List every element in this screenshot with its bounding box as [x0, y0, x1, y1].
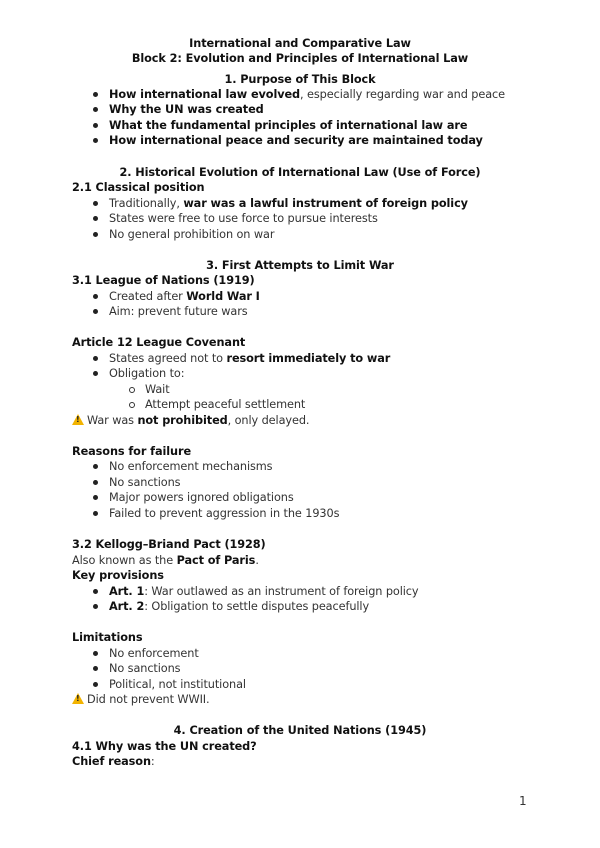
- bullet-icon: [93, 123, 98, 128]
- list-item: Why the UN was created: [0, 102, 600, 118]
- bullet-icon: [93, 216, 98, 221]
- warning-note: !Did not prevent WWII.: [0, 692, 600, 708]
- bullet-icon: [93, 666, 98, 671]
- warning-icon: [72, 693, 84, 704]
- kellogg-heading: 3.2 Kellogg–Briand Pact (1928): [72, 538, 266, 551]
- bullet-icon: [93, 682, 98, 687]
- list-item: No enforcement: [0, 646, 600, 662]
- section3-heading: 3. First Attempts to Limit War: [206, 259, 394, 272]
- section1-heading: 1. Purpose of This Block: [224, 73, 376, 86]
- block-title: Block 2: Evolution and Principles of International Law: [131, 52, 469, 65]
- list-item: What the fundamental principles of international law are: [0, 118, 600, 134]
- list-item: Political, not institutional: [0, 677, 600, 693]
- bullet-icon: [93, 356, 98, 361]
- list-item: Aim: prevent future wars: [0, 304, 600, 320]
- bullet-icon: [93, 232, 98, 237]
- bullet-icon: [93, 201, 98, 206]
- bullet-icon: [93, 371, 98, 376]
- bullet-icon: [93, 107, 98, 112]
- list-item: How international peace and security are maintained today: [0, 133, 600, 149]
- section4-heading: 4. Creation of the United Nations (1945): [173, 724, 427, 737]
- list-item: Major powers ignored obligations: [0, 490, 600, 506]
- hollow-bullet-icon: [129, 402, 135, 408]
- list-item: Art. 2: Obligation to settle disputes peacefully: [0, 599, 600, 615]
- limitations-heading: Limitations: [72, 631, 143, 644]
- bullet-icon: [93, 589, 98, 594]
- page-number: 1: [519, 794, 527, 808]
- list-item: States agreed not to resort immediately to war: [0, 351, 600, 367]
- section2-subheading: 2.1 Classical position: [72, 181, 205, 194]
- bullet-icon: [93, 480, 98, 485]
- league-heading: 3.1 League of Nations (1919): [72, 274, 255, 287]
- section4-subheading: 4.1 Why was the UN created?: [72, 740, 257, 753]
- key-provisions-heading: Key provisions: [72, 569, 164, 582]
- course-title: International and Comparative Law: [189, 37, 411, 50]
- bullet-icon: [93, 309, 98, 314]
- bullet-icon: [93, 604, 98, 609]
- warning-note: !War was not prohibited, only delayed.: [0, 413, 600, 429]
- list-item: Art. 1: War outlawed as an instrument of foreign policy: [0, 584, 600, 600]
- list-item: How international law evolved, especially regarding war and peace: [0, 87, 600, 103]
- list-item: Failed to prevent aggression in the 1930s: [0, 506, 600, 522]
- list-item: Obligation to:: [0, 366, 600, 382]
- sub-list-item: Wait: [0, 382, 600, 398]
- hollow-bullet-icon: [129, 387, 135, 393]
- section2-heading: 2. Historical Evolution of International Law (Use of Force): [119, 166, 481, 179]
- list-item: Traditionally, war was a lawful instrument of foreign policy: [0, 196, 600, 212]
- list-item: No sanctions: [0, 661, 600, 677]
- bullet-icon: [93, 138, 98, 143]
- failure-heading: Reasons for failure: [72, 445, 192, 458]
- bullet-icon: [93, 92, 98, 97]
- list-item: No general prohibition on war: [0, 227, 600, 243]
- bullet-icon: [93, 294, 98, 299]
- bullet-icon: [93, 464, 98, 469]
- warning-icon: [72, 414, 84, 425]
- list-item: States were free to use force to pursue interests: [0, 211, 600, 227]
- kellogg-aka: Also known as the Pact of Paris.: [72, 554, 259, 567]
- bullet-icon: [93, 495, 98, 500]
- list-item: Created after World War I: [0, 289, 600, 305]
- sub-list-item: Attempt peaceful settlement: [0, 397, 600, 413]
- bullet-icon: [93, 651, 98, 656]
- list-item: No enforcement mechanisms: [0, 459, 600, 475]
- list-item: No sanctions: [0, 475, 600, 491]
- article12-heading: Article 12 League Covenant: [72, 336, 246, 349]
- chief-reason: Chief reason:: [72, 755, 155, 768]
- bullet-icon: [93, 511, 98, 516]
